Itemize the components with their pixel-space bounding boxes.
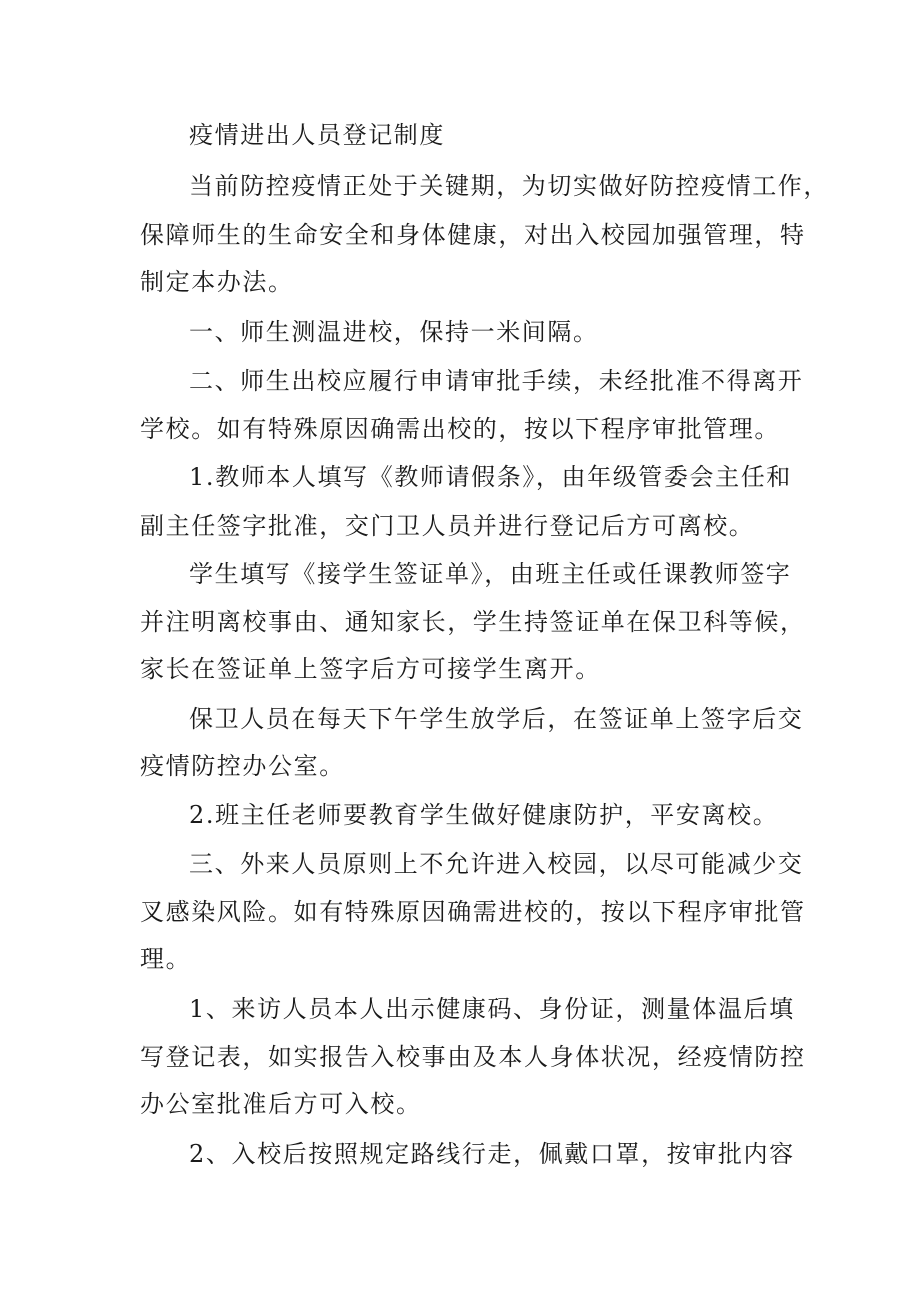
text-line: 理。 bbox=[140, 945, 192, 973]
text-line: 办公室批准后方可入校。 bbox=[140, 1090, 422, 1118]
text-line: 当前防控疫情正处于关键期，为切实做好防控疫情工作， bbox=[189, 172, 829, 200]
text-line: 写登记表，如实报告入校事由及本人身体状况，经疫情防控 bbox=[140, 1043, 806, 1071]
text-line: 疫情防控办公室。 bbox=[140, 752, 345, 780]
text-line: 并注明离校事由、通知家长，学生持签证单在保卫科等候， bbox=[140, 608, 806, 636]
text-line: 三、外来人员原则上不允许进入校园，以尽可能减少交 bbox=[189, 850, 804, 878]
text-line: 2、入校后按照规定路线行走，佩戴口罩，按审批内容 bbox=[189, 1140, 795, 1168]
document-title: 疫情进出人员登记制度 bbox=[189, 121, 445, 149]
text-line: 学生填写《接学生签证单》，由班主任或任课教师签字 bbox=[189, 560, 792, 588]
text-line: 二、师生出校应履行申请审批手续，未经批准不得离开 bbox=[189, 367, 804, 395]
text-line: 2.班主任老师要教育学生做好健康防护，平安离校。 bbox=[189, 801, 779, 829]
text-line: 家长在签证单上签字后方可接学生离开。 bbox=[140, 655, 601, 683]
text-line: 保障师生的生命安全和身体健康，对出入校园加强管理，特 bbox=[140, 221, 806, 249]
text-line: 叉感染风险。如有特殊原因确需进校的，按以下程序审批管 bbox=[140, 898, 806, 926]
text-line: 副主任签字批准，交门卫人员并进行登记后方可离校。 bbox=[140, 512, 755, 540]
text-line: 1.教师本人填写《教师请假条》，由年级管委会主任和 bbox=[189, 463, 792, 491]
text-line: 1、来访人员本人出示健康码、身份证，测量体温后填 bbox=[189, 995, 795, 1023]
text-line: 制定本办法。 bbox=[140, 268, 294, 296]
text-line: 保卫人员在每天下午学生放学后，在签证单上签字后交 bbox=[189, 705, 804, 733]
text-line: 一、师生测温进校，保持一米间隔。 bbox=[189, 318, 599, 346]
text-line: 学校。如有特殊原因确需出校的，按以下程序审批管理。 bbox=[140, 415, 780, 443]
